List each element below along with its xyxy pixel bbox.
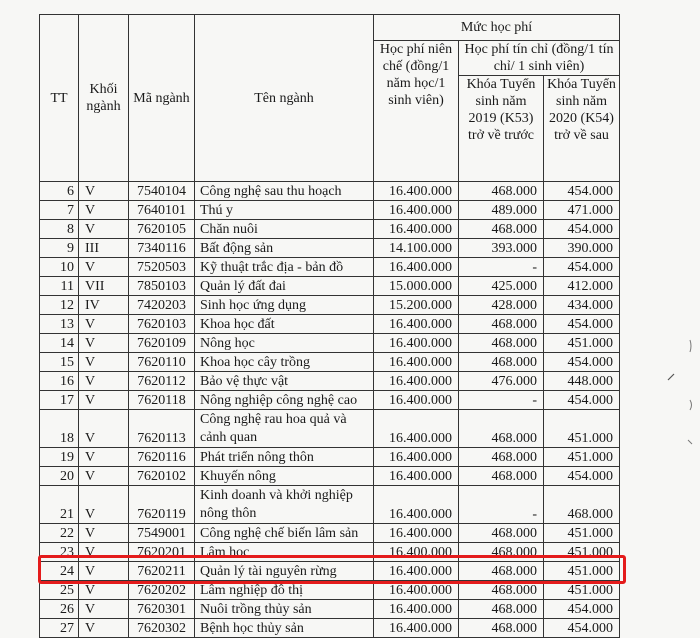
row-hoc-phi-k53: 489.000 [459, 201, 544, 220]
row-ten-nganh: Kỹ thuật trắc địa - bản đồ [195, 258, 374, 277]
table-row [40, 296, 620, 315]
row-khoi-nganh: V [79, 201, 129, 220]
row-hoc-phi-nien-che: 16.400.000 [374, 600, 459, 619]
table-row [40, 448, 620, 467]
row-hoc-phi-k54: 434.000 [544, 296, 620, 315]
row-ma-nganh: 7620103 [129, 315, 195, 334]
row-hoc-phi-nien-che: 16.400.000 [374, 372, 459, 391]
header-khoa-2019: Khóa Tuyển sinh năm 2019 (K53) trở về trước [459, 76, 544, 182]
row-ma-nganh: 7620119 [129, 486, 195, 524]
row-khoi-nganh: V [79, 600, 129, 619]
row-ten-nganh: Chăn nuôi [195, 220, 374, 239]
row-hoc-phi-nien-che: 16.400.000 [374, 334, 459, 353]
row-tt: 9 [40, 239, 79, 258]
row-hoc-phi-k53: 468.000 [459, 562, 544, 581]
row-ma-nganh: 7620118 [129, 391, 195, 410]
row-tt: 8 [40, 220, 79, 239]
table-row [40, 277, 620, 296]
header-muc-hoc-phi: Mức học phí [374, 15, 620, 41]
row-ten-nganh: Kinh doanh và khởi nghiệp nông thôn [195, 486, 374, 524]
row-ma-nganh: 7620116 [129, 448, 195, 467]
table-row [40, 201, 620, 220]
row-tt: 16 [40, 372, 79, 391]
row-hoc-phi-k54: 451.000 [544, 562, 620, 581]
row-khoi-nganh: V [79, 524, 129, 543]
row-hoc-phi-k54: 448.000 [544, 372, 620, 391]
row-tt: 10 [40, 258, 79, 277]
row-ma-nganh: 7620110 [129, 353, 195, 372]
row-tt: 26 [40, 600, 79, 619]
row-hoc-phi-k53: 468.000 [459, 410, 544, 448]
row-hoc-phi-k53: - [459, 391, 544, 410]
header-hoc-phi-tin-chi: Học phí tín chỉ (đồng/1 tín chỉ/ 1 sinh viên) [459, 41, 620, 76]
table-row [40, 543, 620, 562]
row-hoc-phi-nien-che: 15.200.000 [374, 296, 459, 315]
row-hoc-phi-nien-che: 15.000.000 [374, 277, 459, 296]
row-hoc-phi-k53: 468.000 [459, 220, 544, 239]
row-ma-nganh: 7620202 [129, 581, 195, 600]
row-hoc-phi-k53: 468.000 [459, 581, 544, 600]
row-ten-nganh: Bảo vệ thực vật [195, 372, 374, 391]
row-khoi-nganh: V [79, 448, 129, 467]
row-ma-nganh: 7620301 [129, 600, 195, 619]
row-ma-nganh: 7620211 [129, 562, 195, 581]
header-khoi-nganh: Khối ngành [79, 15, 129, 182]
row-tt: 24 [40, 562, 79, 581]
tuition-fee-table [39, 14, 620, 638]
row-hoc-phi-k54: 454.000 [544, 600, 620, 619]
row-khoi-nganh: IV [79, 296, 129, 315]
row-hoc-phi-k53: - [459, 486, 544, 524]
table-row [40, 410, 620, 448]
table-row [40, 334, 620, 353]
row-hoc-phi-k53: 468.000 [459, 524, 544, 543]
row-ma-nganh: 7620113 [129, 410, 195, 448]
row-tt: 7 [40, 201, 79, 220]
row-hoc-phi-k54: 451.000 [544, 581, 620, 600]
table-row [40, 562, 620, 581]
row-hoc-phi-k54: 471.000 [544, 201, 620, 220]
row-hoc-phi-nien-che: 16.400.000 [374, 467, 459, 486]
row-tt: 15 [40, 353, 79, 372]
row-khoi-nganh: V [79, 486, 129, 524]
row-ma-nganh: 7620201 [129, 543, 195, 562]
row-ma-nganh: 7640101 [129, 201, 195, 220]
row-hoc-phi-k54: 468.000 [544, 486, 620, 524]
row-ten-nganh: Quản lý đất đai [195, 277, 374, 296]
row-hoc-phi-k53: 468.000 [459, 619, 544, 638]
margin-tick-marks [666, 330, 696, 470]
row-hoc-phi-k54: 454.000 [544, 182, 620, 201]
row-tt: 18 [40, 410, 79, 448]
row-hoc-phi-k53: 425.000 [459, 277, 544, 296]
row-khoi-nganh: V [79, 543, 129, 562]
row-khoi-nganh: V [79, 258, 129, 277]
row-ma-nganh: 7620112 [129, 372, 195, 391]
row-hoc-phi-nien-che: 16.400.000 [374, 543, 459, 562]
row-hoc-phi-k53: 468.000 [459, 467, 544, 486]
table-row [40, 258, 620, 277]
row-hoc-phi-k54: 412.000 [544, 277, 620, 296]
row-hoc-phi-nien-che: 16.400.000 [374, 353, 459, 372]
row-hoc-phi-k54: 451.000 [544, 448, 620, 467]
row-hoc-phi-k53: 468.000 [459, 353, 544, 372]
row-tt: 25 [40, 581, 79, 600]
row-ten-nganh: Thú y [195, 201, 374, 220]
row-ten-nganh: Quản lý tài nguyên rừng [195, 562, 374, 581]
row-hoc-phi-k53: 468.000 [459, 334, 544, 353]
row-hoc-phi-nien-che: 14.100.000 [374, 239, 459, 258]
row-hoc-phi-k53: - [459, 258, 544, 277]
row-hoc-phi-k54: 451.000 [544, 524, 620, 543]
header-hoc-phi-nien-che: Học phí niên chế (đồng/1 năm học/1 sinh viên) [374, 41, 459, 182]
row-hoc-phi-nien-che: 16.400.000 [374, 524, 459, 543]
header-ten-nganh: Tên ngành [195, 15, 374, 182]
row-hoc-phi-k53: 476.000 [459, 372, 544, 391]
row-tt: 11 [40, 277, 79, 296]
table-row [40, 353, 620, 372]
row-hoc-phi-nien-che: 16.400.000 [374, 619, 459, 638]
row-khoi-nganh: V [79, 581, 129, 600]
row-tt: 20 [40, 467, 79, 486]
row-hoc-phi-k53: 428.000 [459, 296, 544, 315]
row-tt: 14 [40, 334, 79, 353]
header-ma-nganh: Mã ngành [129, 15, 195, 182]
row-ten-nganh: Nông học [195, 334, 374, 353]
row-hoc-phi-nien-che: 16.400.000 [374, 220, 459, 239]
row-tt: 27 [40, 619, 79, 638]
row-khoi-nganh: V [79, 353, 129, 372]
row-ten-nganh: Khoa học cây trồng [195, 353, 374, 372]
row-ten-nganh: Khoa học đất [195, 315, 374, 334]
row-hoc-phi-k53: 468.000 [459, 543, 544, 562]
row-tt: 12 [40, 296, 79, 315]
row-tt: 23 [40, 543, 79, 562]
row-ma-nganh: 7340116 [129, 239, 195, 258]
table-row [40, 467, 620, 486]
row-ten-nganh: Bệnh học thủy sản [195, 619, 374, 638]
row-hoc-phi-k54: 454.000 [544, 619, 620, 638]
table-row [40, 619, 620, 638]
row-ten-nganh: Nuôi trồng thủy sản [195, 600, 374, 619]
row-khoi-nganh: V [79, 315, 129, 334]
row-ma-nganh: 7620109 [129, 334, 195, 353]
row-ten-nganh: Sinh học ứng dụng [195, 296, 374, 315]
row-hoc-phi-k54: 454.000 [544, 353, 620, 372]
row-khoi-nganh: V [79, 467, 129, 486]
row-ma-nganh: 7620302 [129, 619, 195, 638]
row-khoi-nganh: V [79, 410, 129, 448]
row-khoi-nganh: VII [79, 277, 129, 296]
row-khoi-nganh: V [79, 562, 129, 581]
table-row [40, 315, 620, 334]
row-ten-nganh: Lâm học [195, 543, 374, 562]
row-hoc-phi-k54: 390.000 [544, 239, 620, 258]
row-hoc-phi-k54: 451.000 [544, 543, 620, 562]
row-hoc-phi-nien-che: 16.400.000 [374, 486, 459, 524]
row-hoc-phi-k53: 468.000 [459, 315, 544, 334]
row-ten-nganh: Phát triển nông thôn [195, 448, 374, 467]
row-khoi-nganh: V [79, 220, 129, 239]
row-ten-nganh: Bất động sản [195, 239, 374, 258]
header-khoa-2020: Khóa Tuyển sinh năm 2020 (K54) trở về sau [544, 76, 620, 182]
row-hoc-phi-k54: 454.000 [544, 220, 620, 239]
row-ten-nganh: Công nghệ rau hoa quả và cảnh quan [195, 410, 374, 448]
row-tt: 19 [40, 448, 79, 467]
row-hoc-phi-nien-che: 16.400.000 [374, 315, 459, 334]
row-ten-nganh: Công nghệ chế biến lâm sản [195, 524, 374, 543]
row-khoi-nganh: V [79, 334, 129, 353]
row-ma-nganh: 7540104 [129, 182, 195, 201]
row-tt: 17 [40, 391, 79, 410]
row-ten-nganh: Lâm nghiệp đô thị [195, 581, 374, 600]
header-tt: TT [40, 15, 79, 182]
row-hoc-phi-nien-che: 16.400.000 [374, 182, 459, 201]
row-hoc-phi-nien-che: 16.400.000 [374, 448, 459, 467]
row-hoc-phi-k54: 454.000 [544, 258, 620, 277]
row-tt: 13 [40, 315, 79, 334]
row-hoc-phi-nien-che: 16.400.000 [374, 258, 459, 277]
row-hoc-phi-nien-che: 16.400.000 [374, 581, 459, 600]
table-row [40, 581, 620, 600]
row-ten-nganh: Công nghệ sau thu hoạch [195, 182, 374, 201]
row-khoi-nganh: V [79, 619, 129, 638]
row-hoc-phi-k53: 468.000 [459, 600, 544, 619]
table-row [40, 486, 620, 524]
row-khoi-nganh: III [79, 239, 129, 258]
row-hoc-phi-k53: 393.000 [459, 239, 544, 258]
table-row [40, 182, 620, 201]
table-row [40, 239, 620, 258]
row-khoi-nganh: V [79, 372, 129, 391]
row-hoc-phi-nien-che: 16.400.000 [374, 562, 459, 581]
table-body [40, 182, 620, 638]
table-row [40, 372, 620, 391]
row-ma-nganh: 7520503 [129, 258, 195, 277]
row-ten-nganh: Khuyến nông [195, 467, 374, 486]
row-hoc-phi-nien-che: 16.400.000 [374, 201, 459, 220]
row-tt: 21 [40, 486, 79, 524]
row-khoi-nganh: V [79, 182, 129, 201]
row-hoc-phi-k53: 468.000 [459, 182, 544, 201]
row-tt: 22 [40, 524, 79, 543]
row-hoc-phi-k54: 454.000 [544, 315, 620, 334]
row-hoc-phi-k54: 454.000 [544, 391, 620, 410]
table-row [40, 220, 620, 239]
row-ma-nganh: 7620105 [129, 220, 195, 239]
row-hoc-phi-k54: 451.000 [544, 334, 620, 353]
row-khoi-nganh: V [79, 391, 129, 410]
row-tt: 6 [40, 182, 79, 201]
row-hoc-phi-nien-che: 16.400.000 [374, 410, 459, 448]
row-hoc-phi-k54: 454.000 [544, 467, 620, 486]
table-header [40, 15, 620, 182]
row-hoc-phi-k53: 468.000 [459, 448, 544, 467]
table-row [40, 391, 620, 410]
table-row [40, 600, 620, 619]
row-hoc-phi-k54: 451.000 [544, 410, 620, 448]
row-ten-nganh: Nông nghiệp công nghệ cao [195, 391, 374, 410]
row-hoc-phi-nien-che: 16.400.000 [374, 391, 459, 410]
row-ma-nganh: 7420203 [129, 296, 195, 315]
row-ma-nganh: 7620102 [129, 467, 195, 486]
row-ma-nganh: 7549001 [129, 524, 195, 543]
row-ma-nganh: 7850103 [129, 277, 195, 296]
table-row [40, 524, 620, 543]
